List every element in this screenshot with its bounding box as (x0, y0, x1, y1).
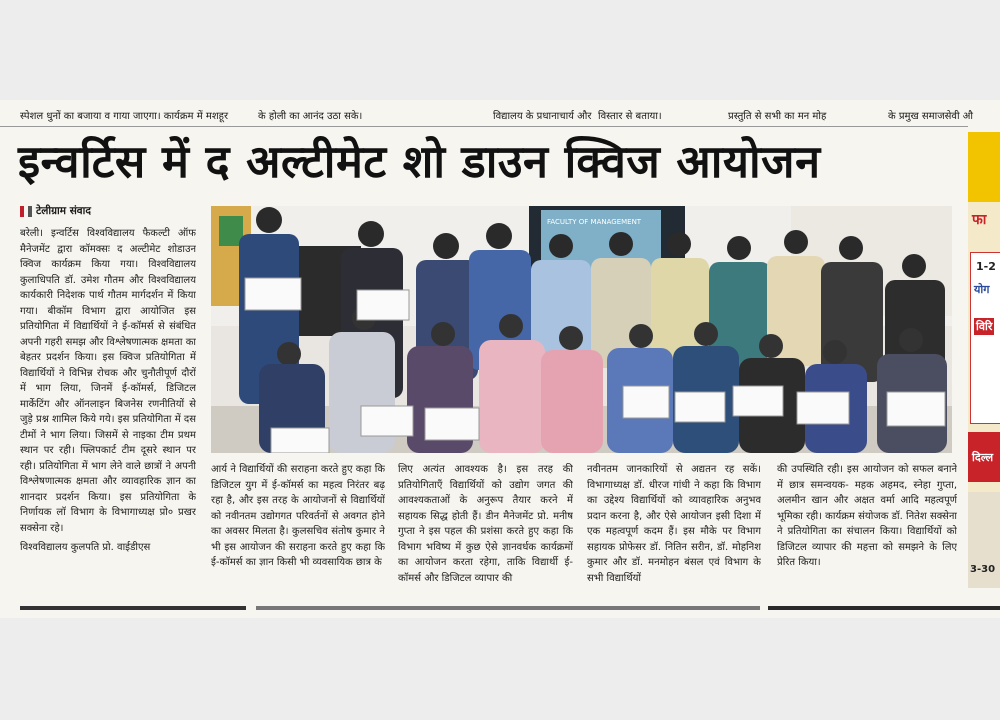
top-strip-text-4: विस्तार से बताया। (598, 111, 662, 122)
ad-text-6: 3-30 (970, 564, 996, 575)
top-strip-text-5: प्रस्तुति से सभी का मन मोह (728, 111, 827, 122)
bottom-rule-1 (20, 606, 246, 610)
top-strip-text-1: स्पेशल धुनों का बजाया व गाया जाएगा। कार्यक्रम में मशहूर (20, 111, 229, 122)
ad-text-5: दिल्ल (972, 451, 994, 464)
top-strip-text-6: के प्रमुख समाजसेवी औ (888, 111, 973, 122)
article-column-3: लिए अत्यंत आवश्यक है। इस तरह की प्रतियोगिताएँ विद्यार्थियों को उद्योग जगत की आवश्यकताओं के अनुरूप तैयार करने में सहायक सिद्ध होती हैं। डीन मैनेजमेंट प्रो. मनीष गुप्ता ने इस पहल की प्रशंसा करते हुए कहा कि विभाग भविष्य में कुछ ऐसे ज्ञानवर्धक कार्यक्रमों का आयोजन करता रहेगा, ताकि विद्यार्थी ई-कॉमर्स और डिजिटल व्यापार की (398, 464, 573, 584)
byline-marker-dark (28, 206, 32, 217)
article-column-4: नवीनतम जानकारियों से अद्यतन रह सकें। विभागाध्यक्ष डॉ. धीरज गांधी ने कहा कि विभाग का उद्देश्य विद्यार्थियों को व्यावहारिक अनुभव प्रदान करना है, और ऐसे आयोजन इसी दिशा में एक महत्वपूर्ण कदम हैं। इस मौके पर विभाग सहायक प्रोफेसर डॉ. नितिन सरीन, डॉ. मोहनिश कुमार और डॉ. मनमोहन बंसल एवं विभाग के सभी विद्यार्थियों (587, 464, 761, 584)
ad-text-2: 1-2 (976, 260, 996, 273)
group-photo-illustration (211, 206, 952, 453)
bottom-rule-2 (256, 606, 760, 610)
top-strip-text-2: के होली का आनंद उठा सके। (258, 111, 363, 122)
ad-white-panel (970, 252, 1000, 424)
top-rule (0, 126, 968, 127)
side-advertisement (968, 132, 1000, 588)
article-column-5: की उपस्थिति रही। इस आयोजन को सफल बनाने में छात्र समन्वयक- महक अहमद, स्नेहा गुप्ता, अलमीन खान और अक्षत वर्मा आदि महत्वपूर्ण भूमिका रही। कार्यक्रम संयोजक डॉ. नितेश सक्सेना ने प्रतियोगिता का संचालन किया। विद्यार्थियों को डिजिटल व्यापार की महत्ता को समझने के लिए प्रेरित किया। (777, 464, 957, 568)
article-column-1-text: बरेली। इन्वर्टिस विश्वविद्यालय फैकल्टी ऑफ मैनेजमेंट द्वारा कॉमक्सः द अल्टीमेट शोडाउन क्विज कार्यक्रम किया गया। विश्वविद्यालय कुलाधिपति डॉ. उमेश गौतम और विश्वविद्यालय कार्यकारी निदेशक पार्थ गौतम मार्गदर्शन में किया गया। बीकॉम विभाग द्वारा आयोजित इस प्रतियोगिता में विद्यार्थियों ने ई-कॉमर्स से संबंधित अपनी गहरी समझ और विश्लेषणात्मक क्षमता का बेहतर प्रदर्शन किया। इस क्विज प्रतियोगिता में विद्यार्थियों ने विभिन्न रोचक और चुनौतीपूर्ण दौरों में भाग लिया, जिनमें ई-कॉमर्स, डिजिटल मार्केटिंग और ऑनलाइन बिजनेस रणनीतियों से जुड़े प्रश्न शामिल किये गये। इस प्रतियोगिता में दस टीमों ने भाग लिया। जिसमें से नाइका टीम प्रथम स्थान पर रही। फ्लिपकार्ट टीम दूसरे स्थान पर रही। प्रतियोगिता में भाग लेने वाले छात्रों ने अपनी विश्लेषणात्मक क्षमता और व्यावहारिक ज्ञान का शानदार प्रदर्शन किया। इस प्रतियोगिता के निर्णायक लॉ विभाग के विभागाध्यक्ष प्रो० प्रखर सक्सेना रहे। (20, 228, 196, 534)
byline-text: टेलीग्राम संवाद (36, 205, 91, 217)
article-column-2: आर्य ने विद्यार्थियों की सराहना करते हुए कहा कि डिजिटल युग में ई-कॉमर्स का महत्व निरंतर बढ़ रहा है, और इस तरह के आयोजनों से विद्यार्थियों को नवीनतम उद्योगगत परिवर्तनों से अवगत होने का अवसर मिलता है। कुलसचिव संतोष कुमार ने भी इस आयोजन की सराहना करते हुए कहा कि ई-कॉमर्स का ज्ञान किसी भी व्यवसायिक छात्र के (211, 464, 385, 568)
headline: इन्वर्टिस में द अल्टीमेट शो डाउन क्विज आयोजन (18, 135, 821, 188)
bottom-rule-3 (768, 606, 1000, 610)
group-photo (211, 206, 952, 453)
byline (20, 204, 91, 218)
article-column-1 (20, 226, 196, 596)
ad-yellow-block (968, 132, 1000, 202)
byline-marker-red (20, 206, 24, 217)
top-strip (0, 100, 973, 126)
screen-text: FACULTY OF MANAGEMENT (547, 218, 642, 226)
ad-text-3: योग (974, 283, 990, 296)
article-column-1-last: विश्वविद्यालय कुलपति प्रो. वाईडीएस (20, 542, 151, 553)
ad-text-4: विरि (976, 320, 993, 333)
ad-text-1: फा (972, 212, 987, 228)
newspaper-clipping (0, 100, 1000, 618)
top-strip-text-3: विद्यालय के प्रधानाचार्य और (493, 111, 592, 122)
